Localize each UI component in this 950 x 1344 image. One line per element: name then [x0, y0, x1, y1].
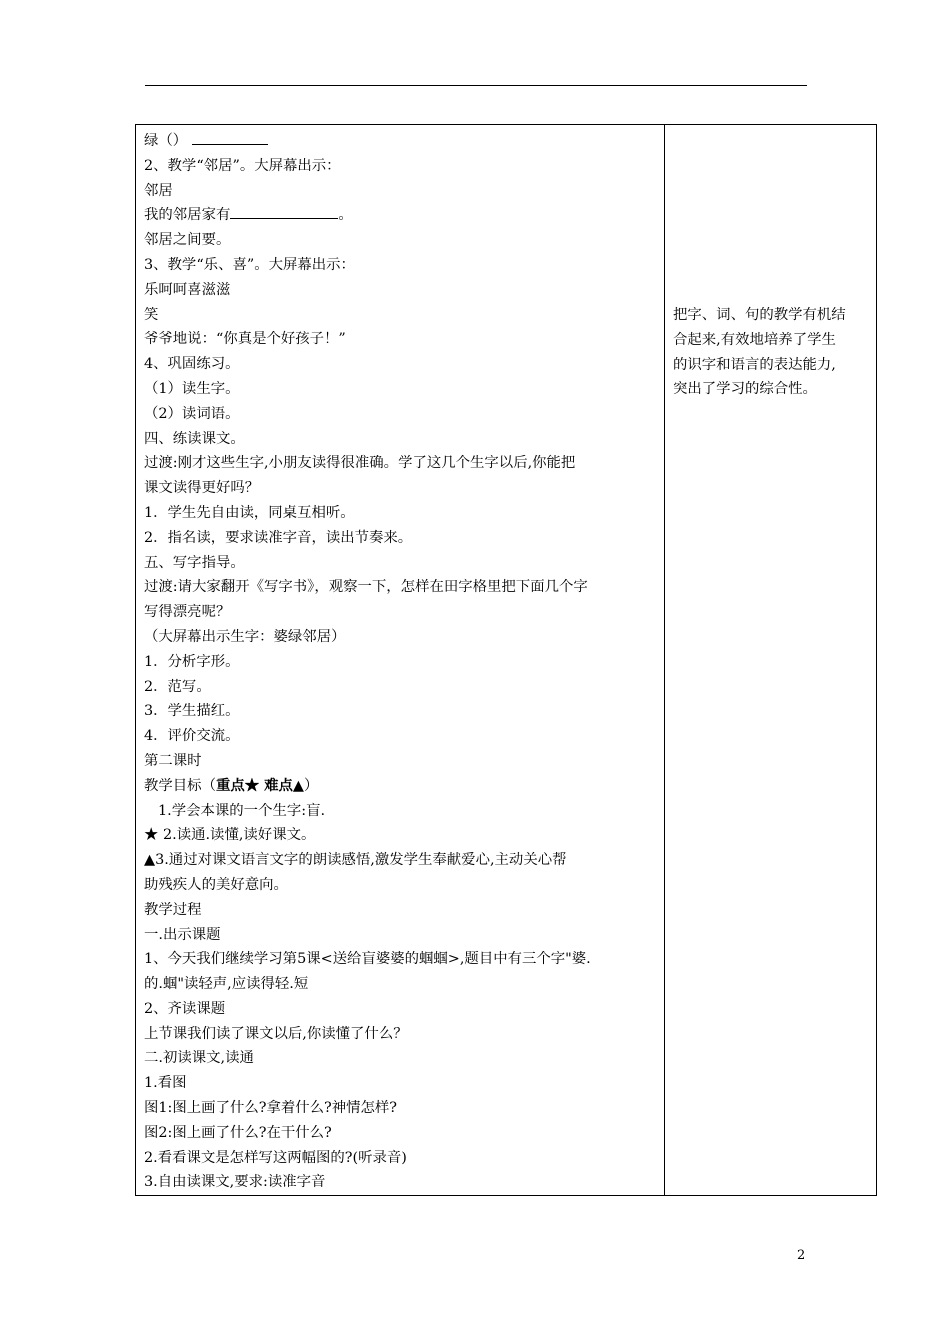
text-line: 1.学会本课的一个生字:盲. [158, 802, 326, 819]
text-line: 爷爷地说：“你真是个好孩子！” [144, 331, 346, 348]
text-line: 2．范写。 [144, 678, 211, 695]
text-line: 教学过程 [144, 901, 202, 918]
text-line: 我的邻居家有 。 [144, 203, 656, 228]
page-number: 2 [797, 1248, 806, 1263]
text-line: 1．学生先自由读，同桌互相听。 [144, 504, 355, 521]
text-line: 一.出示课题 [144, 926, 221, 943]
text-line: ▲3.通过对课文语言文字的朗读感悟,激发学生奉献爱心,主动关心帮 [144, 852, 567, 869]
fill-blank [192, 130, 268, 145]
text-line: （1）读生字。 [144, 380, 240, 397]
text-line: 1、今天我们继续学习第5课<送给盲婆婆的蝈蝈>,题目中有三个字"婆. [144, 951, 591, 968]
text-line: 3、教学“乐、喜”。大屏幕出示： [144, 256, 355, 273]
text-line: 乐呵呵喜滋滋 [144, 281, 231, 298]
text-line: （大屏幕出示生字：婆绿邻居） [144, 628, 346, 645]
text-line: 3．学生描红。 [144, 703, 240, 720]
text-line: 邻居 [144, 182, 173, 199]
commentary-line: 突出了学习的综合性。 [673, 381, 817, 398]
text-line: 课文读得更好吗？ [144, 480, 260, 497]
lesson-content-cell [144, 129, 656, 1195]
text-line: 1．分析字形。 [144, 653, 240, 670]
text-line: 第二课时 [144, 752, 202, 769]
text-line: 2．指名读，要求读准字音，读出节奏来。 [144, 529, 413, 546]
text-line: 四、练读课文。 [144, 430, 245, 447]
text-line: 2.看看课文是怎样写这两幅图的?(听录音) [144, 1149, 407, 1166]
fill-blank [230, 204, 338, 219]
text-line: ★ 2.读通.读懂,读好课文。 [144, 827, 316, 844]
text-line: 2、齐读课题 [144, 1000, 226, 1017]
commentary-cell [673, 303, 873, 402]
text-line: 图1:图上画了什么?拿着什么?神情怎样? [144, 1100, 398, 1117]
text-line: 过渡:请大家翻开《写字书》，观察一下，怎样在田字格里把下面几个字 [144, 579, 588, 596]
commentary-line: 把字、词、句的教学有机结 [673, 307, 846, 323]
text-line: 笑 [144, 306, 159, 323]
text-line: 4、巩固练习。 [144, 356, 240, 373]
header-rule [145, 85, 807, 86]
text-line: 4．评价交流。 [144, 728, 240, 745]
text-line: 1.看图 [144, 1075, 187, 1092]
text-line: 绿（） [144, 129, 656, 154]
column-divider [664, 125, 665, 1195]
text-line: 二.初读课文,读通 [144, 1050, 254, 1067]
text-line: 2、教学“邻居”。大屏幕出示： [144, 157, 341, 174]
text-line: 过渡:刚才这些生字,小朋友读得很准确。学了这几个生字以后,你能把 [144, 455, 576, 472]
text-line: 教学目标（重点★ 难点▲） [144, 776, 319, 794]
text-line: 的.蝈"读轻声,应读得轻.短 [144, 976, 309, 993]
text-line: 五、写字指导。 [144, 554, 245, 571]
text-line: 上节课我们读了课文以后,你读懂了什么？ [144, 1025, 408, 1042]
commentary-line: 的识字和语言的表达能力, [673, 356, 836, 373]
text-line: 邻居之间要。 [144, 232, 231, 249]
lesson-table [135, 124, 877, 1196]
text-line: （2）读词语。 [144, 405, 240, 422]
text-line: 3.自由读课文,要求:读准字音 [144, 1174, 326, 1191]
text-line: 助残疾人的美好意向。 [144, 876, 288, 893]
text-line: 写得漂亮呢？ [144, 604, 231, 621]
text-line: 图2:图上画了什么?在干什么? [144, 1124, 332, 1141]
commentary-line: 合起来,有效地培养了学生 [673, 331, 836, 348]
